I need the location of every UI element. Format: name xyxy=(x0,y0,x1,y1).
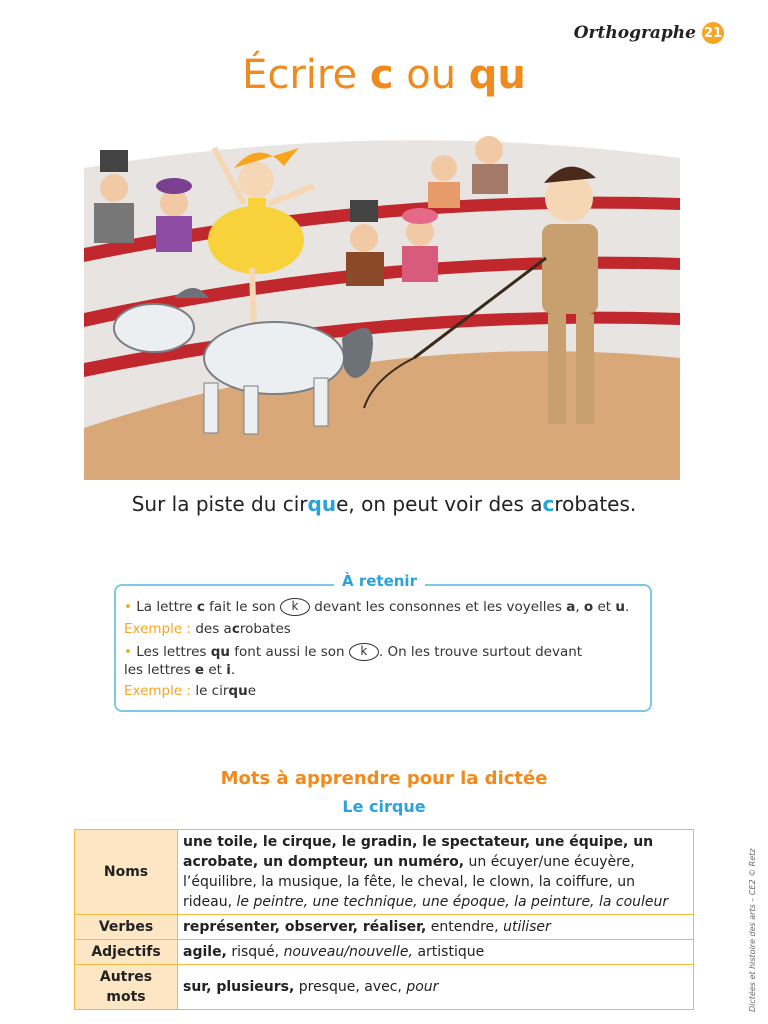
section-label: Orthographe xyxy=(573,23,696,43)
text: devant les consonnes et les voyelles xyxy=(310,599,567,615)
text: le peintre, une technique, une époque, la peinture, la couleur xyxy=(236,894,669,910)
example-sentence xyxy=(0,492,768,516)
vocabulary-title: Mots à apprendre pour la dictée xyxy=(220,768,548,789)
sound-k-bubble: k xyxy=(349,643,379,661)
circus-illustration xyxy=(84,128,680,480)
page-number-badge: 21 xyxy=(702,22,724,44)
bullet-icon: • xyxy=(124,644,132,660)
words-cell xyxy=(178,940,694,965)
sound-k-bubble: k xyxy=(280,598,310,616)
sentence-part: e, on peut voir des a xyxy=(336,492,543,516)
sentence-part: Sur la piste du cir xyxy=(131,492,308,516)
text: o xyxy=(583,599,594,615)
words-cell xyxy=(178,915,694,940)
text: utiliser xyxy=(503,919,551,935)
text: des a xyxy=(195,621,232,637)
example-label: Exemple : xyxy=(124,683,196,699)
text: fait le son xyxy=(204,599,281,615)
table-row xyxy=(75,940,694,965)
text: agile, xyxy=(183,944,227,960)
text: . xyxy=(230,662,236,678)
rule-line-1 xyxy=(124,598,629,616)
vocabulary-table xyxy=(74,829,694,1010)
text: . On les trouve surtout devant xyxy=(378,644,583,660)
text: et xyxy=(593,599,616,615)
text: La lettre xyxy=(136,599,197,615)
text: a xyxy=(566,599,576,615)
text: , xyxy=(575,599,584,615)
text: entendre, xyxy=(426,919,504,935)
text: les lettres xyxy=(124,662,195,678)
category-noms: Noms xyxy=(75,830,178,915)
chapter-header xyxy=(574,22,724,44)
title-c: c xyxy=(369,52,394,98)
text: i xyxy=(226,662,231,678)
text: presque, avec, xyxy=(294,979,407,995)
table-row xyxy=(75,915,694,940)
rule-line-3 xyxy=(124,661,235,679)
example-label: Exemple : xyxy=(124,621,196,637)
category-autres-mots: Autres mots xyxy=(75,965,178,1010)
text: . xyxy=(625,599,630,615)
rule-box-title: À retenir xyxy=(334,572,425,590)
text: risqué, xyxy=(226,944,284,960)
category-adjectifs: Adjectifs xyxy=(75,940,178,965)
bullet-icon: • xyxy=(124,599,132,615)
rule-line-2 xyxy=(124,643,582,661)
copyright-side-text: Dictées et histoire des arts – CE2 © Retz xyxy=(748,848,757,1012)
rule-example-2 xyxy=(124,682,256,700)
page-title xyxy=(0,52,768,98)
text: c xyxy=(196,599,205,615)
text: Les lettres xyxy=(136,644,211,660)
text: une toile, le cirque, le gradin, le spectateur, une équipe, un acrobate, un dompteur, un numéro, xyxy=(183,834,654,870)
text: robates xyxy=(239,621,291,637)
sentence-highlight-c: c xyxy=(542,492,555,516)
text: font aussi le son xyxy=(230,644,349,660)
text: représenter, observer, réaliser, xyxy=(183,919,427,935)
text: e xyxy=(194,662,205,678)
words-cell xyxy=(178,965,694,1010)
text: e xyxy=(247,683,256,699)
sentence-part: robates. xyxy=(554,492,637,516)
words-cell xyxy=(178,830,694,915)
text: pour xyxy=(406,979,439,995)
table-row xyxy=(75,830,694,915)
text: et xyxy=(204,662,227,678)
category-verbes: Verbes xyxy=(75,915,178,940)
text: artistique xyxy=(413,944,485,960)
table-row xyxy=(75,965,694,1010)
text: c xyxy=(231,621,240,637)
title-part: ou xyxy=(393,52,469,98)
rule-example-1 xyxy=(124,620,291,638)
text: u xyxy=(615,599,625,615)
text: sur, plusieurs, xyxy=(183,979,295,995)
vocabulary-subtitle: Le cirque xyxy=(342,797,426,816)
text: nouveau/nouvelle, xyxy=(283,944,413,960)
sentence-highlight-qu: qu xyxy=(307,492,337,516)
text: qu xyxy=(210,644,230,660)
title-qu: qu xyxy=(468,52,526,98)
text: un écuyer/une écuyère, l’équilibre, la musique, la fête, le cheval, le clown, la coiffure, un rideau, xyxy=(183,854,635,910)
text: qu xyxy=(228,683,248,699)
text: le cir xyxy=(195,683,229,699)
title-part: Écrire xyxy=(242,52,370,98)
